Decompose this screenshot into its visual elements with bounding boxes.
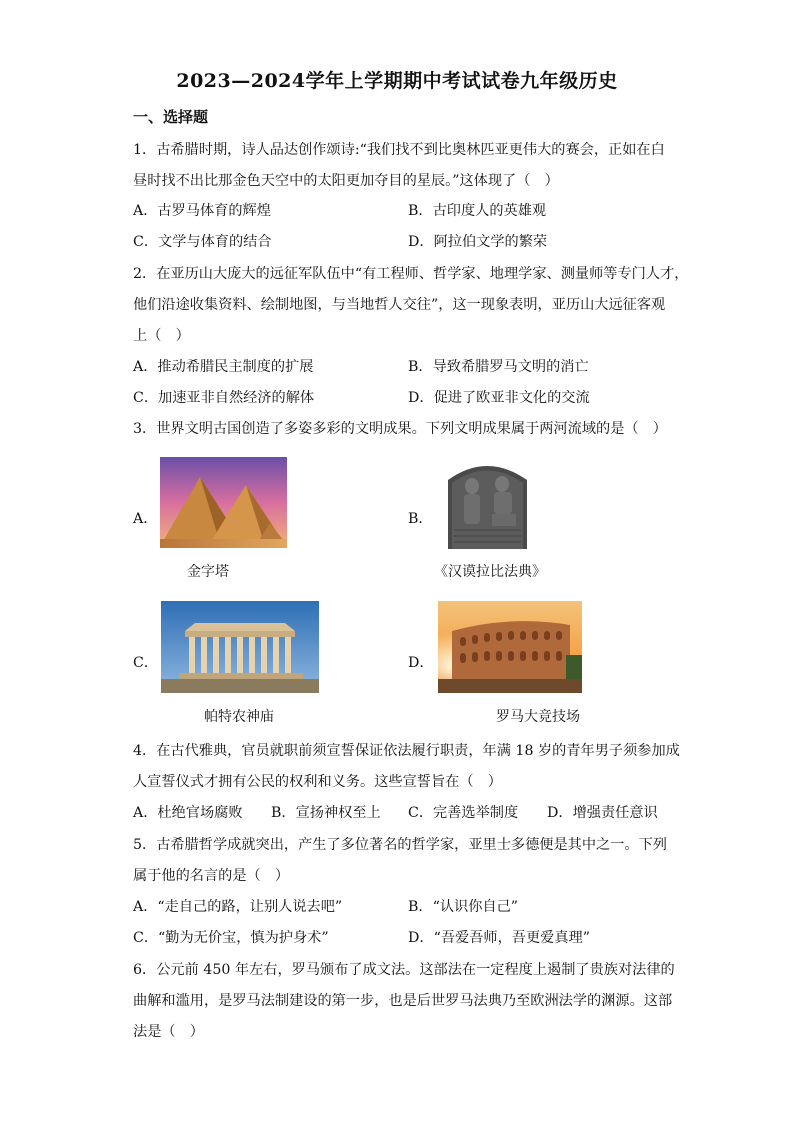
q2-line-3: 上（ ） — [133, 328, 190, 344]
q4-line-1: 4．在古代雅典，官员就职前须宣誓保证依法履行职责，年满 18 岁的青年男子须参加成 — [133, 743, 680, 759]
q3-option-a: A． — [133, 511, 158, 527]
q6-line-2: 曲解和滥用，是罗马法制建设的第一步，也是后世罗马法典乃至欧洲法学的渊源。这部 — [133, 993, 673, 1009]
q5-option-b: B．“认识你自己” — [408, 899, 519, 915]
q5-option-c: C．“勤为无价宝，慎为护身术” — [133, 930, 329, 946]
q4-line-2: 人宣誓仪式才拥有公民的权利和义务。这些宣誓旨在（ ） — [133, 774, 502, 790]
q6-line-3: 法是（ ） — [133, 1024, 204, 1040]
q2-line-1: 2．在亚历山大庞大的远征军队伍中“有工程师、哲学家、地理学家、测量师等专门人才， — [133, 266, 689, 282]
q1-line-2: 昼时找不出比那金色天空中的太阳更加夺目的星辰。”这体现了（ ） — [133, 173, 559, 189]
q3-line-1: 3．世界文明古国创造了多姿多彩的文明成果。下列文明成果属于两河流域的是（ ） — [133, 421, 667, 437]
section-heading: 一、选择题 — [133, 108, 209, 126]
q3-caption-c: 帕特农神庙 — [204, 709, 274, 725]
exam-title: 2023—2024学年上学期期中考试试卷九年级历史 — [176, 70, 618, 92]
q4-option-b: B．宣扬神权至上 — [271, 805, 381, 821]
q5-line-1: 5．古希腊哲学成就突出，产生了多位著名的哲学家，亚里士多德便是其中之一。下列 — [133, 837, 667, 853]
pyramids-image — [160, 457, 287, 548]
q2-option-b: B．导致希腊罗马文明的消亡 — [408, 359, 589, 375]
q4-option-c: C．完善选举制度 — [408, 805, 519, 821]
q3-option-c: C． — [133, 655, 159, 671]
q3-option-b: B． — [408, 511, 433, 527]
parthenon-image — [161, 601, 319, 693]
q3-caption-d: 罗马大竞技场 — [496, 709, 580, 725]
q6-line-1: 6．公元前 450 年左右，罗马颁布了成文法。这部法在一定程度上遏制了贵族对法律的 — [133, 962, 675, 978]
q1-line-1: 1．古希腊时期，诗人品达创作颂诗:“我们找不到比奥林匹亚更伟大的赛会，正如在白 — [133, 142, 665, 158]
q4-option-d: D．增强责任意识 — [547, 805, 658, 821]
q1-option-c: C．文学与体育的结合 — [133, 234, 272, 250]
q3-caption-a: 金字塔 — [187, 564, 229, 580]
q2-option-a: A．推动希腊民主制度的扩展 — [133, 359, 314, 375]
colosseum-image — [438, 601, 582, 693]
hammurabi-code-image — [442, 458, 533, 549]
q4-option-a: A．杜绝官场腐败 — [133, 805, 243, 821]
q5-option-a: A．“走自己的路，让别人说去吧” — [133, 899, 343, 915]
q1-option-b: B．古印度人的英雄观 — [408, 203, 547, 219]
q1-option-a: A．古罗马体育的辉煌 — [133, 203, 271, 219]
q2-option-d: D．促进了欧亚非文化的交流 — [408, 390, 590, 406]
q3-caption-b: 《汉谟拉比法典》 — [434, 564, 546, 580]
q2-line-2: 他们沿途收集资料、绘制地图，与当地哲人交往”，这一现象表明，亚历山大远征客观 — [133, 297, 666, 313]
q2-option-c: C．加速亚非自然经济的解体 — [133, 390, 315, 406]
q5-option-d: D．“吾爱吾师，吾更爱真理” — [408, 930, 590, 946]
q1-option-d: D．阿拉伯文学的繁荣 — [408, 234, 548, 250]
q3-option-d: D． — [408, 655, 434, 671]
q5-line-2: 属于他的名言的是（ ） — [133, 868, 290, 884]
